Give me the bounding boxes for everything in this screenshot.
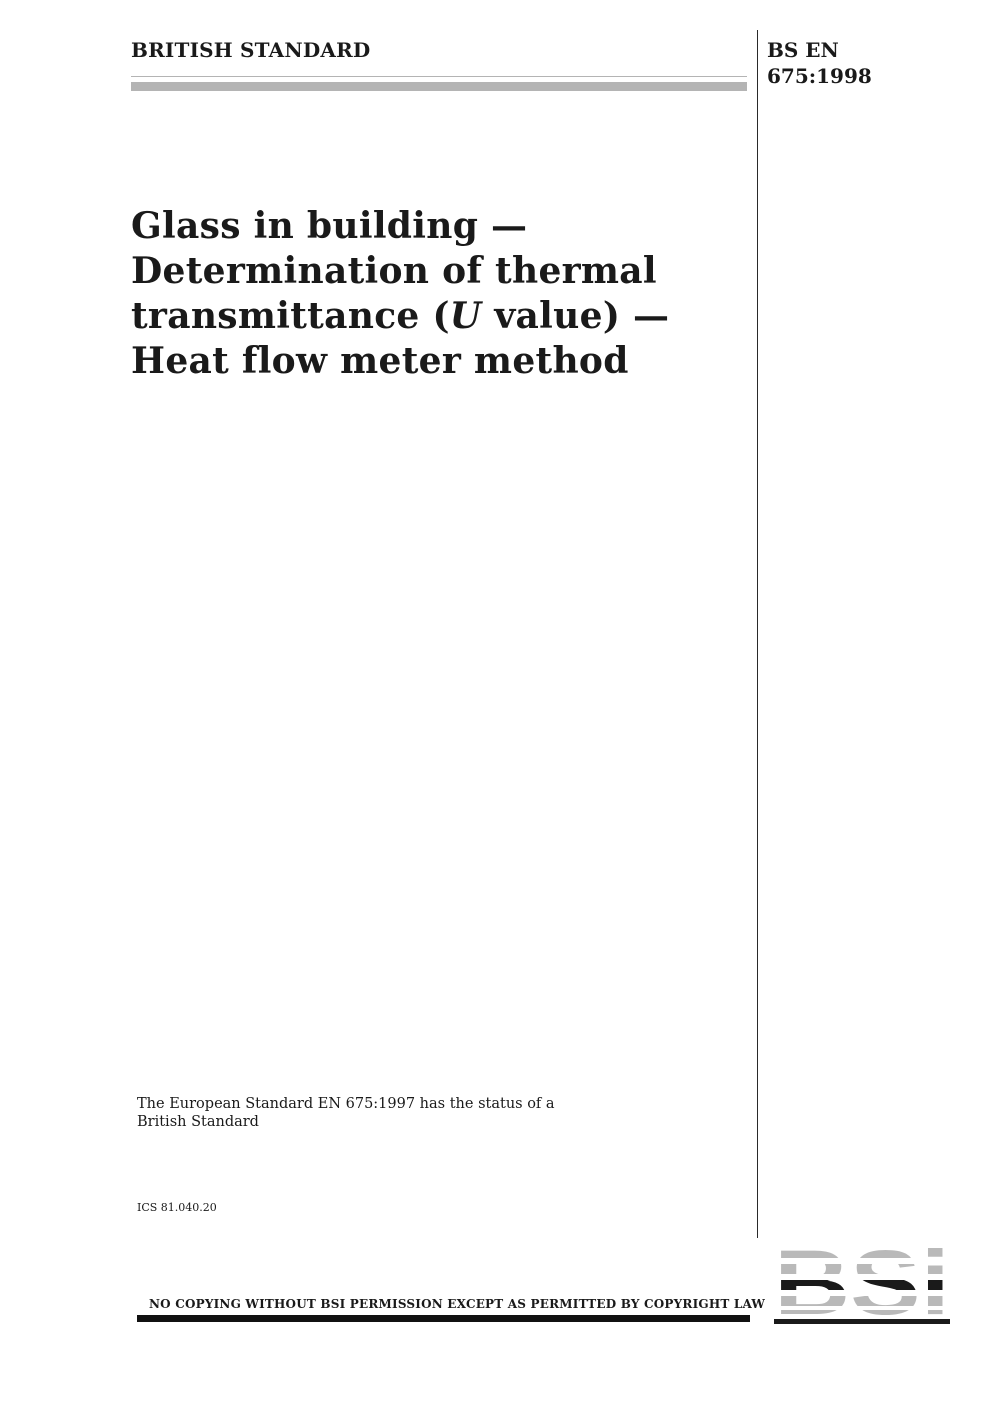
vertical-divider [757, 30, 758, 1238]
title-line-3 [131, 294, 731, 339]
title-u-symbol: U [449, 295, 482, 337]
title-line-2: Determination of thermal [131, 250, 657, 292]
document-title [131, 204, 731, 384]
header-label: BRITISH STANDARD [131, 38, 371, 62]
header-rule-thin [131, 76, 747, 77]
title-line-3-end: value) — [481, 295, 670, 337]
header-rule [131, 82, 747, 91]
title-line-1: Glass in building — [131, 205, 528, 247]
ics-code: ICS 81.040.20 [137, 1201, 217, 1214]
standard-number-code: 675:1998 [767, 64, 872, 88]
standard-number [767, 37, 872, 89]
bsi-logo [774, 1244, 950, 1324]
title-line-3-start: transmittance ( [131, 295, 450, 337]
footer-rule [137, 1315, 750, 1322]
status-note-line-1: The European Standard EN 675:1997 has the status of a [137, 1096, 555, 1112]
standard-number-prefix: BS EN [767, 38, 839, 62]
status-note [137, 1095, 557, 1131]
status-note-line-2: British Standard [137, 1114, 259, 1130]
title-line-4: Heat flow meter method [131, 340, 629, 382]
copyright-notice: NO COPYING WITHOUT BSI PERMISSION EXCEPT AS PERMITTED BY COPYRIGHT LAW [149, 1297, 766, 1311]
